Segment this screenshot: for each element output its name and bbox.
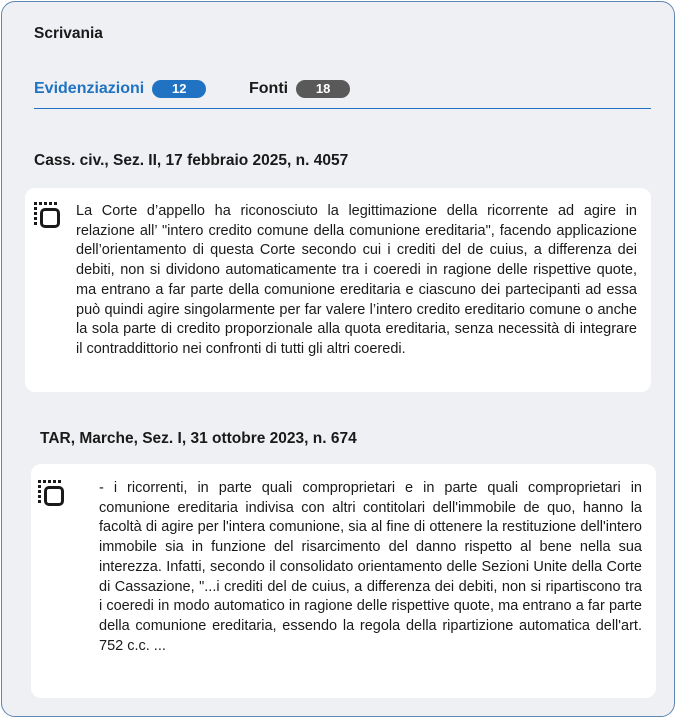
tab-evidenziazioni-count-badge: 12: [152, 80, 206, 98]
highlight-text: La Corte d’appello ha riconosciuto la legittimazione della ricorrente ad agire in relazione all’ "intero credito comune della comunione ereditaria", facendo applicazione dell’orientamento di questa Corte secondo cui i crediti del de cuius, a differenza dei debiti, non si dividono automaticamente tra i coeredi in ragione delle rispettive quote, ma entrano a far parte della comunione ereditaria e ciascuno dei partecipanti ad essa può quindi agire singolarmente per far valere l’intero credito ereditario comune o anche la sola parte di credito proporzionale alla quota ereditaria, senza necessità di integrare il contraddittorio nei confronti di tutti gli altri coeredi.: [76, 203, 637, 357]
tab-evidenziazioni-label: Evidenziazioni: [34, 80, 145, 97]
tab-divider: [34, 108, 651, 109]
case-title[interactable]: TAR, Marche, Sez. I, 31 ottobre 2023, n. 674: [40, 430, 357, 447]
highlight-card[interactable]: [25, 188, 651, 392]
tab-evidenziazioni[interactable]: [34, 80, 206, 98]
highlight-selection-icon[interactable]: [32, 200, 62, 230]
panel-title: Scrivania: [34, 25, 103, 42]
scrivania-panel: [1, 1, 675, 717]
tab-fonti[interactable]: [249, 80, 350, 98]
highlight-text: - i ricorrenti, in parte quali comproprietari e in parte quali comproprietari in comunione ereditaria indivisa con altri contitolari dell'immobile de quo, hanno la facoltà di agire per l'intera comunione, sia al fine di ottenere la restituzione dell'intero immobile sia in funzione del risarcimento del danno rispetto al bene nella sua interezza. Infatti, secondo il consolidato orientamento delle Sezioni Unite della Corte di Cassazione, "...i crediti del de cuius, a differenza dei debiti, non si ripartiscono tra i coeredi in modo automatico in ragione delle rispettive quote, ma entrano a far parte della comunione ereditaria, essendo la regola della ripartizione automatica dell'art. 752 c.c. ...: [99, 480, 642, 654]
highlight-selection-icon[interactable]: [36, 478, 66, 508]
highlight-card[interactable]: [31, 464, 656, 698]
tab-fonti-label: Fonti: [249, 80, 289, 97]
case-title[interactable]: Cass. civ., Sez. II, 17 febbraio 2025, n. 4057: [34, 152, 349, 169]
tab-fonti-count-badge: 18: [296, 80, 350, 98]
